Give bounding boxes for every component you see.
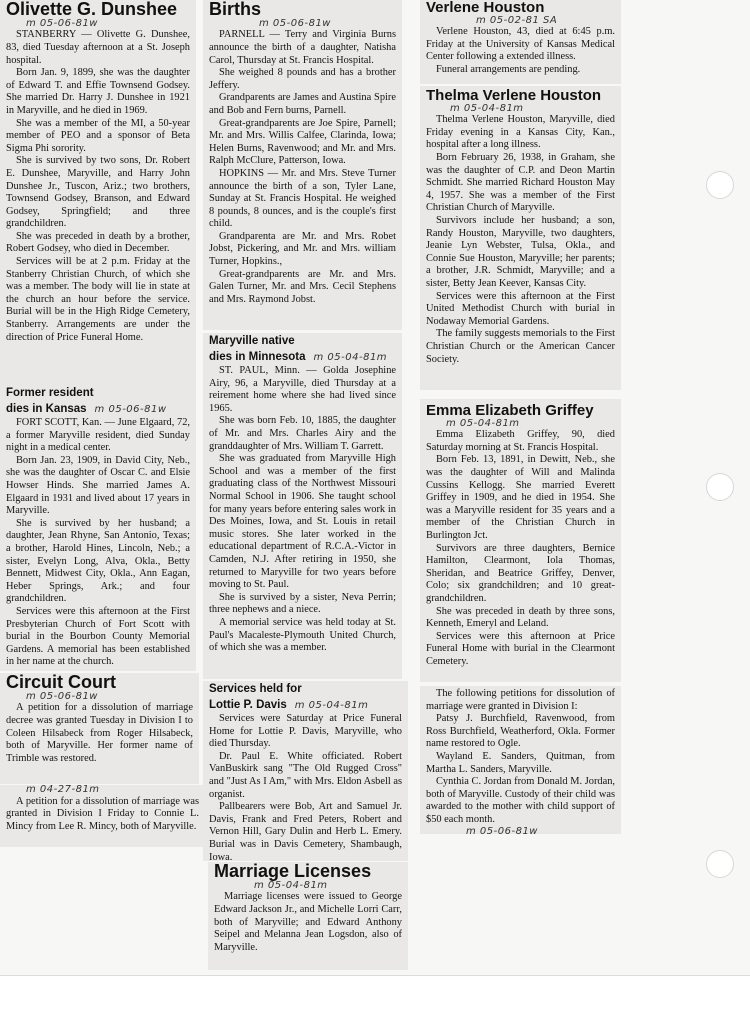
clipping-davis-services: [203, 681, 408, 861]
paragraph: Services were this afternoon at the First United Methodist Church with burial in Nodaway Memorial Gardens.: [426, 290, 615, 327]
handwritten-date-note: m 05-06-81w: [259, 17, 331, 29]
headline: Emma Elizabeth Griffey: [426, 402, 594, 419]
clipping-elgaard-obituary: [0, 383, 196, 671]
paragraph: Born February 26, 1938, in Graham, she was the daughter of C.P. and Deon Martin Schmidt. She married Richard Houston May 4, 1957. She was a member of the First Christian Church of Maryville.: [426, 152, 615, 214]
article-body: [426, 688, 615, 827]
handwritten-date-note: m 05-06-81w: [466, 825, 538, 834]
paragraph: Funeral arrangements are pending.: [436, 64, 581, 76]
paragraph: Pallbearers were Bob, Art and Samuel Jr. Davis, Frank and Fred Peters, Robert and Vernon Hill, Gary Dulin and Herb L. Emery. Burial was in Davis Cemetery, Shambaugh, Iowa.: [209, 801, 402, 861]
paragraph: The following petitions for dissolution of marriage were granted in Division I:: [426, 688, 615, 712]
paragraph: Born Feb. 13, 1891, in Dewitt, Neb., she was the daughter of Will and Malinda Cussins Kellogg. She married Everett Griffey in 1909, and he died in 1954. She was a Maryville resident for 35 years and a member of the Christian Church in Burlington Jct.: [426, 454, 615, 541]
paragraph: She is survived by her husband; a daughter, Jean Rhyne, San Antonio, Texas; a brother, Harold Hines, Lincoln, Neb.; a sister, Evelyn Long, Alva, Okla., Betty Bennett, Midwest City, Okla., Ann Eagan, Heber Springs, Ark.; and four grandchildren.: [6, 517, 190, 605]
paragraph: HOPKINS — Mr. and Mrs. Steve Turner announce the birth of a son, Tyler Lane, Sunday at St. Francis Hospital. He weighed 8 pounds, 8 ounces, and is the couple's first child.: [209, 167, 396, 230]
paragraph: Services will be at 2 p.m. Friday at the Stanberry Christian Church, of which she was a member. The body will lie in state at the church an hour before the service. Burial will be in the High Ridge Cemetery, Stanberry. Arrangements are under the direction of Price Funeral Home.: [6, 256, 190, 343]
clipping-thelma-houston-obituary: [420, 86, 621, 390]
article-body: [214, 891, 402, 954]
handwritten-date-note: m 05-04-81m: [446, 417, 520, 429]
paragraph: She weighed 8 pounds and has a brother Jeffery.: [209, 67, 396, 91]
handwritten-date-note: m 05-04-81m: [313, 352, 388, 364]
article-body: [209, 29, 396, 306]
paragraph: She is survived by two sons, Dr. Robert E. Dunshee, Maryville, and Harry John Dunshee Jr., Tuscon, Ariz.; two brothers, Townsend Godsey, Branson, and Edward Godsey, Springfield; and three grandchildren.: [6, 155, 190, 230]
paragraph: Services were this afternoon at the First Presbyterian Church of Fort Scott with burial in the Bourbon County Memorial Gardens. A memorial has been established in her name at the church.: [6, 605, 190, 668]
paragraph: She was preceded in death by a brother, Robert Godsey, who died in December.: [6, 230, 190, 255]
paragraph: Survivors include her husband; a son, Randy Houston, Maryville, two daughters, Jeanie Lyn Webster, Tulsa, Okla., and Connie Sue Houston, Maryville; her parents; a brother, J.R. Schmidt, Maryville; and a sister, Betty Jean Keever, Kansas City.: [426, 215, 615, 289]
clipping-circuit-court-mincy: [0, 785, 205, 847]
paragraph: A petition for a dissolution of marriage decree was granted Tuesday in Division I to Coleen Hilsabeck from Roger Hilsabeck, both of Maryville. Her former name of Trimble was restored.: [6, 702, 193, 764]
article-body: [426, 26, 615, 76]
binder-hole-bottom: [706, 850, 734, 878]
paragraph: A memorial service was held today at St. Paul's Macaleste-Plymouth United Church, of which she was a member.: [209, 616, 396, 654]
paragraph: A petition for a dissolution of marriage was granted in Division I Friday to Connie L. Mincy from Lee R. Mincy, both of Maryville.: [6, 795, 199, 832]
headline: Thelma Verlene Houston: [426, 87, 602, 104]
paragraph: She was preceded in death by three sons, Kenneth, Emeryl and Leland.: [426, 605, 615, 630]
paragraph: Services were Saturday at Price Funeral Home for Lottie P. Davis, Maryville, who died Thursday.: [209, 713, 402, 750]
page-margin-bottom: [0, 975, 750, 1034]
headline: Births: [209, 0, 262, 19]
headline: Olivette G. Dunshee: [6, 0, 178, 19]
paragraph: Emma Elizabeth Griffey, 90, died Saturday morning at St. Francis Hospital.: [426, 429, 615, 453]
paragraph: Great-grandparents are Mr. and Mrs. Galen Turner, Mr. and Mrs. Cecil Stephens and Mrs. Raymond Jobst.: [209, 268, 396, 305]
clipping-births: [203, 0, 402, 330]
handwritten-date-note: m 05-04-81m: [254, 879, 328, 891]
paragraph: She was graduated from Maryville High School and was a member of the first graduating class of the Northwest Missouri Normal School in 1906. She taught school for many years before entering sales work in Des Moines, Iowa, and St. Louis in retail music stores. She later worked in the educational department of R.C.A.-Victor in Camden, N.J. After retiring in 1950, she returned to Maryville for two years before moving to St. Paul.: [209, 453, 396, 591]
paragraph: PARNELL — Terry and Virginia Burns announce the birth of a daughter, Natisha Carol, Thursday at St. Francis Hospital.: [209, 29, 396, 66]
headline-line-2: dies in Minnesota: [209, 351, 306, 364]
clipping-dunshee-obituary: [0, 0, 196, 383]
binder-hole-top: [706, 171, 734, 199]
handwritten-date-note: m 05-04-81m: [450, 102, 524, 114]
clipping-verlene-houston-notice: [420, 0, 621, 84]
article-body: [6, 417, 190, 669]
clipping-griffey-obituary: [420, 399, 621, 682]
paragraph: She was born Feb. 10, 1885, the daughter of Mr. and Mrs. Charles Airy and the granddaughter of Mrs. William T. Garrett.: [209, 415, 396, 452]
article-body: [6, 702, 193, 765]
headline: Circuit Court: [6, 673, 116, 692]
headline-line-2: dies in Kansas: [6, 403, 87, 416]
paragraph: Services were this afternoon at Price Funeral Home with burial in the Clearmont Cemetery.: [426, 630, 615, 667]
article-body: [6, 29, 190, 344]
paragraph: Marriage licenses were issued to George Edward Jackson Jr., and Michelle Lorri Carr, both of Maryville; and Edward Anthony Seipel and Melanna Jean Logsdon, also of Maryville.: [214, 891, 402, 953]
binder-hole-middle: [706, 473, 734, 501]
article-body: [6, 796, 199, 834]
clipping-marriage-licenses: [208, 862, 408, 970]
article-body: [426, 429, 615, 668]
paragraph: Thelma Verlene Houston, Maryville, died Friday evening in a Kansas City, Kan., hospital after a long illness.: [426, 114, 615, 151]
paragraph: STANBERRY — Olivette G. Dunshee, 83, died Tuesday afternoon at a St. Joseph hospital.: [6, 29, 190, 66]
paragraph: FORT SCOTT, Kan. — June Elgaard, 72, a former Maryville resident, died Sunday night in a medical center.: [6, 417, 190, 454]
handwritten-date-note: m 05-06-81w: [26, 17, 98, 29]
headline: Verlene Houston: [426, 0, 545, 16]
paragraph: Survivors are three daughters, Bernice Hamilton, Clearmont, Iola Thomas, Sheridan, and Beatrice Griffey, Denver, Colo; six grandchildren; and 10 great-grandchildren.: [426, 542, 615, 604]
handwritten-date-note: m 05-04-81m: [294, 700, 369, 712]
paragraph: She is survived by a sister, Neva Perrin; three nephews and a niece.: [209, 591, 396, 616]
handwritten-date-note: m 05-02-81 SA: [476, 14, 558, 26]
paragraph: Great-grandparents are Joe Spire, Parnell; Mr. and Mrs. Willis Calfee, Clarinda, Iowa; Helen Burns, Ravenwood; and Mr. and Mrs. Ralph McClure, Patterson, Iowa.: [209, 117, 396, 167]
article-body: [426, 114, 615, 366]
clipping-airy-obituary: [203, 333, 402, 679]
paragraph: Verlene Houston, 43, died at 6:45 p.m. Friday at the University of Kansas Medical Center following a extended illness.: [426, 26, 615, 63]
paragraph: Patsy J. Burchfield, Ravenwood, from Ross Burchfield, Weatherford, Okla. Former name restored to Ogle.: [426, 713, 615, 750]
paragraph: Born Jan. 23, 1909, in David City, Neb., she was the daughter of Oscar C. and Elsie Howser Hinds. She married James A. Elgaard in 1931 and lived about 17 years in Maryville.: [6, 454, 190, 517]
handwritten-date-note: m 04-27-81m: [26, 785, 100, 795]
headline-line-1: Former resident: [6, 387, 94, 399]
paragraph: Wayland E. Sanders, Quitman, from Martha L. Sanders, Maryville.: [426, 750, 615, 775]
paragraph: Cynthia C. Jordan from Donald M. Jordan, both of Maryville. Custody of their child was awarded to the mother with child support of $50 each month.: [426, 776, 615, 825]
headline: Marriage Licenses: [214, 862, 372, 881]
paragraph: She was a member of the MI, a 50-year member of PEO and a sponsor of Beta Sigma Phi sorority.: [6, 117, 190, 154]
headline-line-1: Services held for: [209, 683, 302, 695]
headline-line-1: Maryville native: [209, 335, 295, 347]
paragraph: Grandparenta are Mr. and Mrs. Robet Jobst, Pickering, and Mr. and Mrs. william Turner, Hopkins.,: [209, 230, 396, 268]
clipping-dissolution-petitions: [420, 686, 621, 834]
paragraph: Dr. Paul E. White officiated. Robert VanBuskirk sang "The Old Rugged Cross" and "Just As I Am," with Mrs. Eldon Asbell as organist.: [209, 750, 402, 800]
paragraph: ST. PAUL, Minn. — Golda Josephine Airy, 96, a Maryville, died Thursday at a reirement home where she had lived since 1965.: [209, 365, 396, 414]
clipping-circuit-court: [0, 673, 199, 784]
paragraph: The family suggests memorials to the First Christian Church or the American Cancer Society.: [426, 328, 615, 365]
paragraph: Born Jan. 9, 1899, she was the daughter of Edward T. and Effie Townsend Godsey. She married Dr. Harry J. Dunshee in 1921 in Maryville, and he died in 1969.: [6, 67, 190, 116]
handwritten-date-note: m 05-06-81w: [26, 690, 98, 702]
handwritten-date-note: m 05-06-81w: [94, 404, 167, 416]
headline-line-2: Lottie P. Davis: [209, 699, 287, 712]
paragraph: Grandparents are James and Austina Spire and Bob and Fern burns, Parnell.: [209, 92, 396, 116]
article-body: [209, 365, 396, 655]
article-body: [209, 713, 402, 861]
